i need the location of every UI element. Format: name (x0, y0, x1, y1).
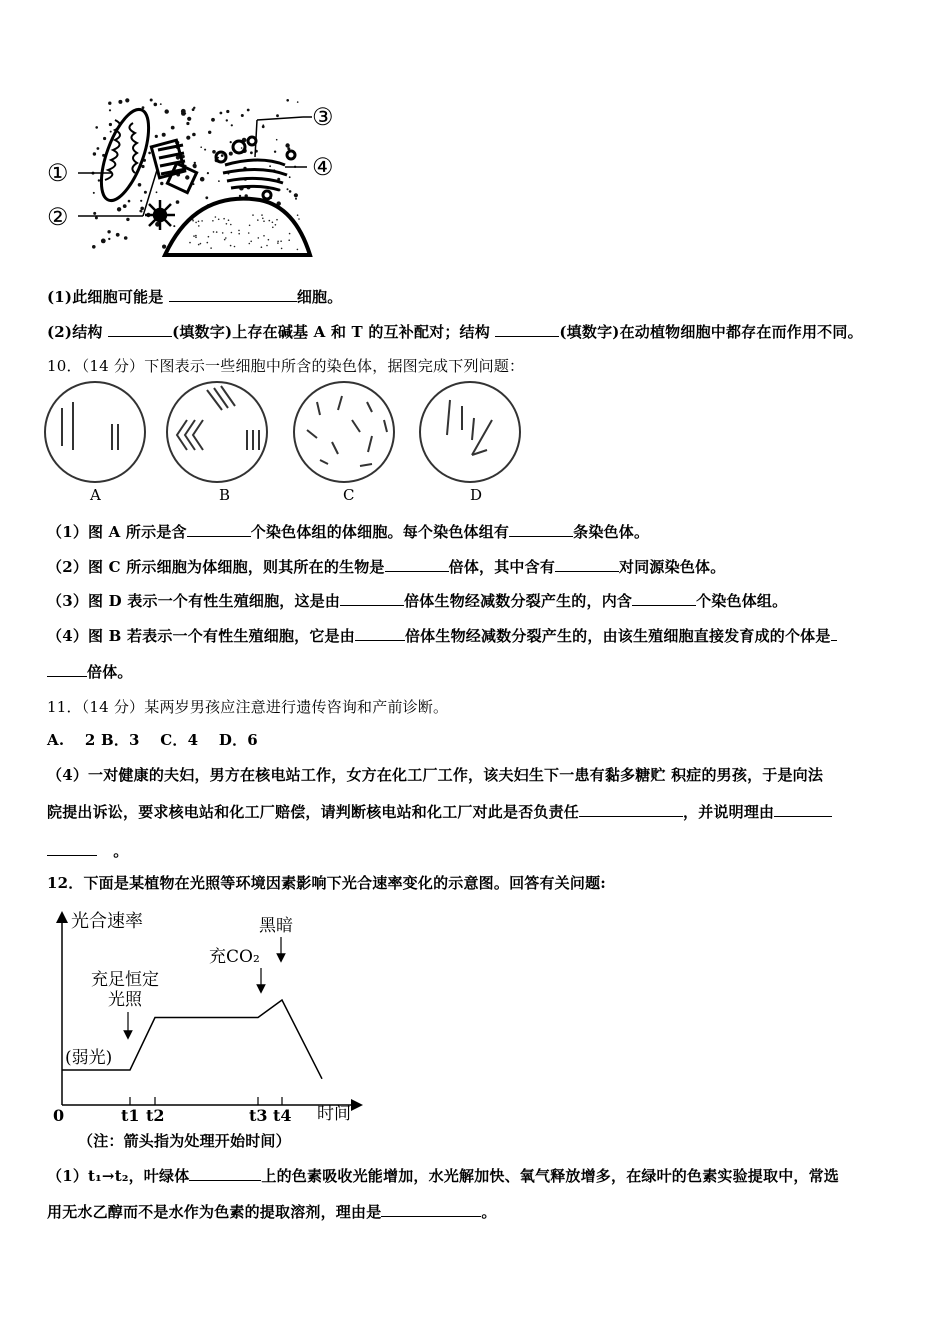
y-axis-label: 光合速率 (71, 911, 143, 932)
q9-p2: (2)结构 (填数字)上存在碱基 A 和 T 的互补配对；结构 (填数字)在动植物细胞中都存在而作用不同。 (47, 323, 863, 341)
q10-p4-cont: 倍体。 (47, 661, 133, 682)
q10-p1: （1）图 A 所示是含 个染色体组的体细胞。每个染色体组有 条染色体。 (47, 523, 650, 541)
q11-p4-line3: 。 (47, 840, 128, 861)
x-axis-label: 时间 (317, 1104, 351, 1124)
q12-p1-line2: 用无水乙醇而不是水作为色素的提取溶剂，理由是 。 (47, 1203, 497, 1221)
label-2: ② (47, 203, 69, 231)
answer-blank[interactable] (169, 287, 297, 302)
q9-p1: (1)此细胞可能是 细胞。 (47, 288, 343, 306)
tick-label-t4: t4 (273, 1106, 292, 1125)
q11-title: 11．（14 分）某两岁男孩应注意进行遗传咨询和产前诊断。 (47, 698, 449, 716)
cell-d (420, 382, 520, 482)
cell-diagram (45, 95, 345, 260)
answer-blank[interactable] (47, 841, 97, 856)
answer-blank[interactable] (385, 557, 449, 572)
q11-p4-line2: 院提出诉讼，要求核电站和化工厂赔偿，请判断核电站和化工厂对此是否负责任 ，并说明理由 (47, 801, 832, 822)
photosynthesis-chart (45, 905, 375, 1130)
answer-blank[interactable] (108, 322, 172, 337)
answer-blank[interactable] (555, 557, 619, 572)
answer-blank[interactable] (187, 522, 251, 537)
annotation-sufficient-light: 充足恒定 (91, 970, 159, 990)
q10-title: 10．（14 分）下图表示一些细胞中所含的染色体，据图完成下列问题： (47, 357, 525, 375)
answer-blank[interactable] (509, 522, 573, 537)
answer-blank[interactable] (189, 1166, 261, 1181)
cell-a (45, 382, 145, 482)
answer-blank[interactable] (381, 1202, 481, 1217)
q11-p4-line1: （4）一对健康的夫妇，男方在核电站工作，女方在化工厂工作，该夫妇生下一患有黏多糖贮 积症的男孩，于是向法 (47, 766, 824, 784)
annotation-dark: 黑暗 (259, 916, 293, 936)
q12-title: 12．下面是某植物在光照等环境因素影响下光合速率变化的示意图。回答有关问题: (47, 874, 607, 892)
answer-blank[interactable] (47, 662, 87, 677)
answer-blank[interactable] (495, 322, 559, 337)
tick-label-t2: t2 (146, 1106, 165, 1125)
tick-label-t3: t3 (249, 1106, 268, 1125)
label-4: ④ (312, 153, 334, 181)
q10-p4: （4）图 B 若表示一个有性生殖细胞，它是由 倍体生物经减数分裂产生的，由该生殖细胞直接发育成的个体是 (47, 625, 837, 646)
cell-label-b: B (219, 486, 231, 504)
chromosome-figure (42, 380, 532, 510)
q12-note: （注：箭头指为处理开始时间） (78, 1132, 291, 1150)
answer-blank[interactable] (579, 802, 683, 817)
origin-label: 0 (53, 1106, 65, 1125)
q11-options: A. 2 B．3 C．4 D．6 (47, 731, 258, 749)
tick-label-t1: t1 (121, 1106, 140, 1125)
answer-blank[interactable] (831, 626, 837, 641)
answer-blank[interactable] (340, 591, 404, 606)
cell-label-c: C (343, 486, 355, 504)
q10-p2: （2）图 C 所示细胞为体细胞，则其所在的生物是 倍体，其中含有 对同源染色体。 (47, 558, 726, 576)
answer-blank[interactable] (632, 591, 696, 606)
annotation-light: 光照 (108, 990, 142, 1010)
annotation-weak-light: (弱光) (65, 1048, 113, 1068)
cell-label-a: A (90, 486, 101, 504)
centrosome-shape (145, 200, 175, 230)
answer-blank[interactable] (774, 802, 832, 817)
label-3: ③ (312, 103, 334, 131)
q10-p3: （3）图 D 表示一个有性生殖细胞，这是由 倍体生物经减数分裂产生的，内含 个染色体组。 (47, 592, 788, 610)
label-1: ① (47, 159, 69, 187)
annotation-co2: 充CO₂ (209, 947, 260, 967)
q12-p1-line1: （1）t₁→t₂，叶绿体 上的色素吸收光能增加，水光解加快、氧气释放增多，在绿叶的色素实验提取中，常选 (47, 1167, 840, 1185)
cell-label-d: D (470, 486, 483, 504)
answer-blank[interactable] (355, 626, 405, 641)
